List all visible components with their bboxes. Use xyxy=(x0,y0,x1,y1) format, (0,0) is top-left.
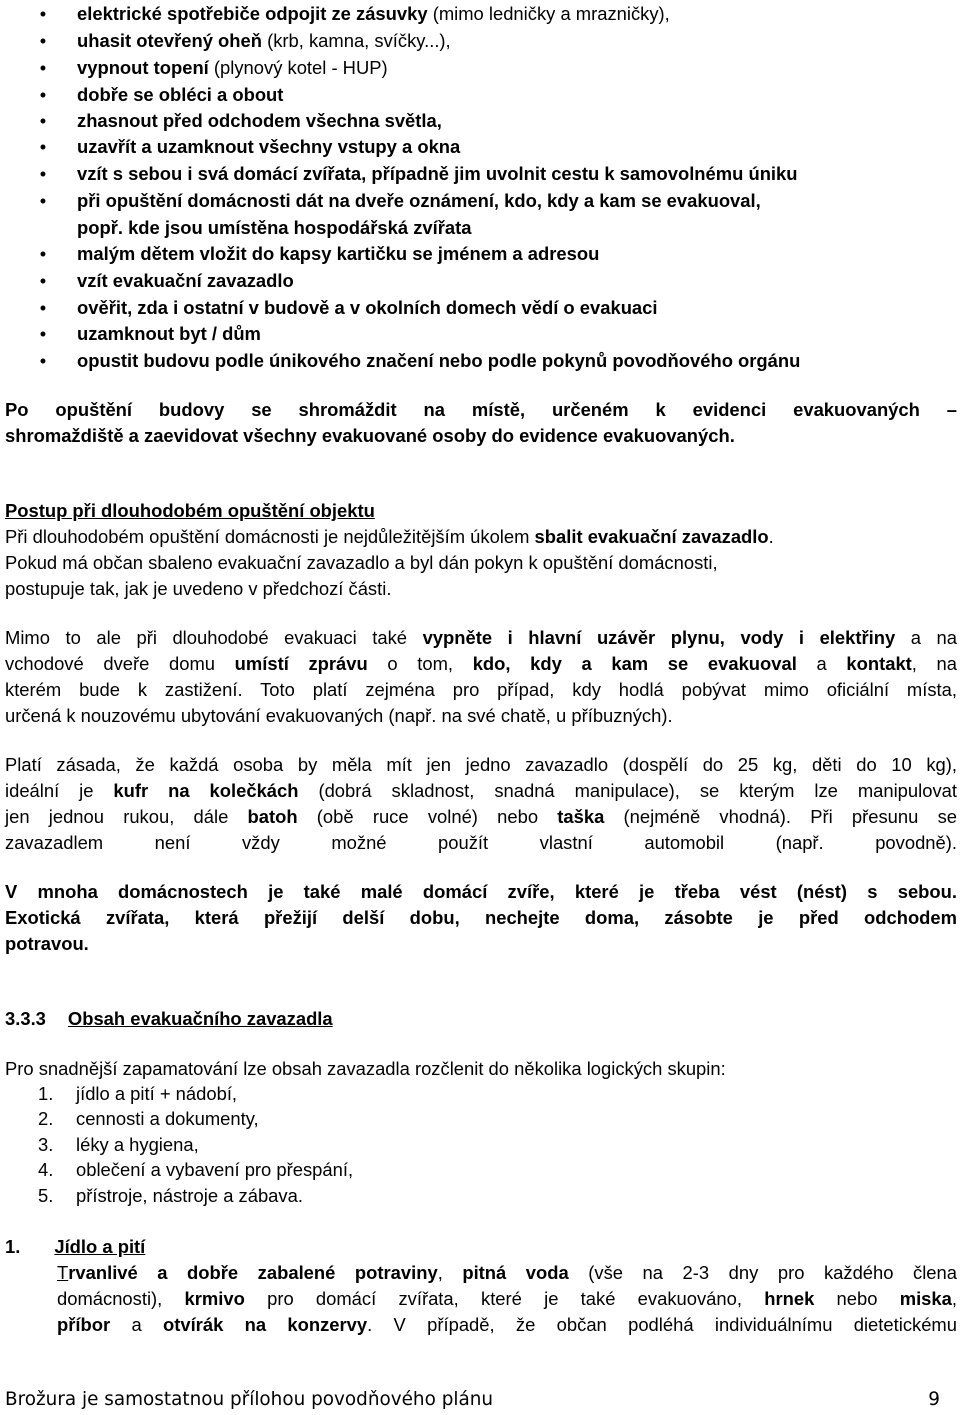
animals-paragraph: V mnoha domácnostech je také malé domácí zvíře, které je třeba vést (nést) s sebou. Exotická zvířata, která přežijí delší dobu, nechejte doma, zásobte je před odchodem potravou. xyxy=(5,881,957,954)
list-item: • uhasit otevřený oheň (krb, kamna, svíčky...), xyxy=(0,27,960,54)
list-item: • vzít evakuační zavazadlo xyxy=(0,267,960,294)
bullet-icon: • xyxy=(39,350,47,371)
list-item: • uzavřít a uzamknout všechny vstupy a okna xyxy=(0,133,960,160)
assembly-paragraph: Po opuštění budovy se shromáždit na místě, určeném k evidenci evakuovaných – shromaždiště a zaevidovat všechny evakuované osoby do evidence evakuovaných. xyxy=(5,399,957,446)
bullet-icon: • xyxy=(39,110,47,131)
bullet-icon: • xyxy=(39,297,47,318)
list-item: • vypnout topení (plynový kotel - HUP) xyxy=(0,54,960,81)
footer-text: Brožura je samostatnou přílohou povodňového plánu xyxy=(5,1389,494,1410)
food-heading: 1. Jídlo a pití xyxy=(5,1236,146,1257)
page-number: 9 xyxy=(928,1389,940,1410)
bullet-icon: • xyxy=(39,3,47,24)
page-footer xyxy=(5,1388,940,1412)
bullet-icon: • xyxy=(39,270,47,291)
list-item: • opustit budovu podle únikového značení nebo podle pokynů povodňového orgánu xyxy=(0,347,960,374)
bullet-icon: • xyxy=(39,243,47,264)
section-heading-333: 3.3.3 Obsah evakuačního zavazadla xyxy=(5,1008,333,1029)
list-item: • při opuštění domácnosti dát na dveře oznámení, kdo, kdy a kam se evakuoval, popř. kde jsou umístěna hospodářská zvířata xyxy=(0,187,960,214)
bullet-icon: • xyxy=(39,136,47,157)
list-item: • elektrické spotřebiče odpojit ze zásuvky (mimo ledničky a mrazničky), xyxy=(0,0,960,27)
list-item: • dobře se obléci a obout xyxy=(0,81,960,108)
bullet-icon: • xyxy=(39,30,47,51)
list-item: • malým dětem vložit do kapsy kartičku se jménem a adresou xyxy=(0,240,960,267)
bullet-icon: • xyxy=(39,84,47,105)
list-item: • ověřit, zda i ostatní v budově a v okolních domech vědí o evakuaci xyxy=(0,294,960,321)
list-item: • zhasnout před odchodem všechna světla, xyxy=(0,107,960,134)
bullet-icon: • xyxy=(39,163,47,184)
luggage-rule-paragraph: Platí zásada, že každá osoba by měla mít jen jedno zavazadlo (dospělí do 25 kg, děti do 10 kg), ideální je kufr na kolečkách (dobrá skladnost, snadná manipulace), se kterým lze manipulovat jen jednou rukou, dále batoh (obě ruce volné) nebo taška (nejméně vhodná). Při přesunu se zavazadlem není vždy možné použít vlastní automobil (např. povodně). xyxy=(5,754,957,853)
list-item: • uzamknout byt / dům xyxy=(0,320,960,347)
document-page: • elektrické spotřebiče odpojit ze zásuvky (mimo ledničky a mrazničky), • uhasit otevřený oheň (krb, kamna, svíčky...), • vypnout topení (plynový kotel - HUP) • dobře se obléci a obout • zhasnout před odchodem všechna světla, • uzavřít a uzamknout všechny vstupy a okna • vzít s sebou i svá domácí zvířata, případně jim uvolnit cestu k samovolnému úniku • při opuštění domácnosti dát na dveře oznámení, kdo, kdy a kam se evakuoval, popř. kde jsou umístěna hospodářská zvířata • malým dětem vložit do kapsy kartičku se jménem a adresou • vzít evakuační zavazadlo • ověřit, zda i ostatní v budově a v okolních domech vědí o evakuaci • uzamknout byt / dům • opustit budovu podle únikového značení nebo podle pokynů povodňového orgánu Po opuštění budovy se shromáždit na místě, určeném k evidenci evakuovaných – shromaždiště a zaevidovat všechny evakuované osoby do evidence evakuovaných. Postup při dlouhodobém opuštění objektu Při dlouhodobém opuštění domácnosti je nejdůležitějším úkolem sbalit evakuační zavazadlo. Pokud má občan sbaleno evakuační zavazadlo a byl dán pokyn k opuštění domácnosti, postupuje tak, jak je uvedeno v předchozí části. Mimo to ale při dlouhodobé evakuaci také vypněte i hlavní uzávěr plynu, vody i elektřiny a na vchodové dveře domu umístí zprávu o tom, kdo, kdy a kam se evakuoval a kontakt, na kterém bude k zastižení. Toto platí zejména pro případ, kdy hodlá pobývat mimo oficiální místa, určená k nouzovému ubytování evakuovaných (např. na své chatě, u příbuzných). Platí zásada, že každá osoba by měla mít jen jedno zavazadlo (dospělí do 25 kg, děti do 10 kg), ideální je kufr na kolečkách (dobrá skladnost, snadná manipulace), se kterým lze manipulovat jen jednou rukou, dále batoh (obě ruce volné) nebo taška (nejméně vhodná). Při přesunu se zavazadlem není vždy možné použít vlastní automobil (např. povodně). V mnoha domácnostech je také malé domácí zvíře, které je třeba vést (nést) s sebou. Exotická zvířata, která přežijí delší dobu, nechejte doma, zásobte je před odchodem potravou. 3.3.3 Obsah evakuačního zavazadla Pro snadnější zapamatování lze obsah zavazadla rozčlenit do několika logických skupin: 1. jídlo a pití + nádobí, 2. cennosti a dokumenty, 3. léky a hygiena, 4. oblečení a vybavení pro přespání, 5. přístroje, nástroje a zábava. 1. Jídlo a pití Trvanlivé a dobře zabalené potraviny, pitná voda (vše na 2-3 dny pro každého člena domácnosti), krmivo pro domácí zvířata, které je také evakuováno, hrnek nebo miska, příbor a otvírák na konzervy. V případě, že občan podléhá individuálnímu dietetickému Brožura je samostatnou přílohou povodňového plánu 9 xyxy=(0,0,960,1415)
mimo-paragraph: Mimo to ale při dlouhodobé evakuaci také vypněte i hlavní uzávěr plynu, vody i elektřiny a na vchodové dveře domu umístí zprávu o tom, kdo, kdy a kam se evakuoval a kontakt, na kterém bude k zastižení. Toto platí zejména pro případ, kdy hodlá pobývat mimo oficiální místa, určená k nouzovému ubytování evakuovaných (např. na své chatě, u příbuzných). xyxy=(5,627,958,726)
bullet-icon: • xyxy=(39,57,47,78)
long-term-section: Postup při dlouhodobém opuštění objektu Při dlouhodobém opuštění domácnosti je nejdůležitějším úkolem sbalit evakuační zavazadlo. Pokud má občan sbaleno evakuační zavazadlo a byl dán pokyn k opuštění domácnosti, postupuje tak, jak je uvedeno v předchozí části. xyxy=(5,498,957,602)
list-item: • vzít s sebou i svá domácí zvířata, případně jim uvolnit cestu k samovolnému úniku xyxy=(0,160,960,187)
bullet-icon: • xyxy=(39,323,47,344)
groups-intro: Pro snadnější zapamatování lze obsah zavazadla rozčlenit do několika logických skupin: xyxy=(5,1058,726,1079)
section-heading: Postup při dlouhodobém opuštění objektu xyxy=(5,500,375,521)
food-paragraph: Trvanlivé a dobře zabalené potraviny, pitná voda (vše na 2-3 dny pro každého člena domácnosti), krmivo pro domácí zvířata, které je také evakuováno, hrnek nebo miska, příbor a otvírák na konzervy. V případě, že občan podléhá individuálnímu dietetickému xyxy=(57,1262,957,1335)
bullet-icon: • xyxy=(39,190,47,211)
